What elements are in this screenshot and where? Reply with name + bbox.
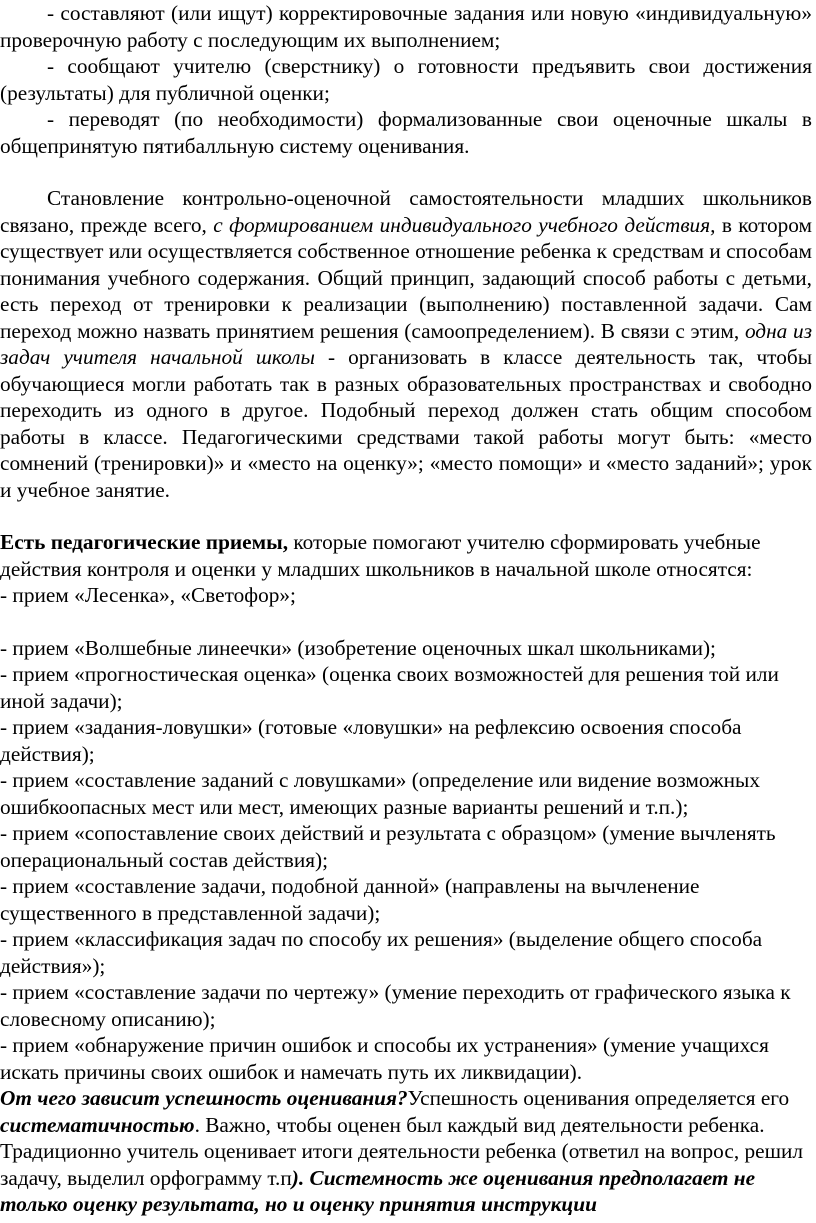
paragraph-gap <box>0 159 812 185</box>
intro-list-item: - составляют (или ищут) корректировочные задания или новую «индивидуальную» проверочную работу с последующим их выполнением; <box>0 1 812 52</box>
technique-item: - прием «классификация задач по способу их решения» (выделение общего способа действия»); <box>0 927 763 978</box>
techniques-lead-rest: которые помогают учителю сформировать учебные действия контроля и оценки у младших школьников в начальной школе относятся: <box>0 530 761 581</box>
intro-list-item: - сообщают учителю (сверстнику) о готовности предъявить свои достижения (результаты) для публичной оценки; <box>0 54 812 105</box>
technique-item: - прием «составление задачи, подобной данной» (направлены на вычленение существенного в представленной задачи); <box>0 874 700 925</box>
paragraph2-text-2: в котором существует или осуществляется собственное отношение ребенка к средствам и способам понимания учебного содержания. Общий принцип, задающий способ работы с детьми, есть переход от тренировки к реализации (выполнению) поставленной задачи. Сам переход можно назвать принятием решения (самоопределением). В связи с этим, <box>0 212 812 343</box>
final-emphasis-2: ). Системность же оценивания предполагает не только оценку результата, но и оценку принятия инструкции <box>0 1165 756 1216</box>
final-text-2: . Важно, чтобы оценен был каждый вид деятельности ребенка. Традиционно учитель оценивает итоги деятельности ребенка (ответил на вопрос, решил задачу, выделил орфограмму т.п <box>0 1112 803 1190</box>
techniques-bold-lead: Есть педагогические приемы, <box>0 530 289 554</box>
paragraph-gap <box>0 609 812 635</box>
technique-item: - прием «задания-ловушки» (готовые «ловушки» на рефлексию освоения способа действия); <box>0 715 742 766</box>
paragraph2-text-1: Становление контрольно-оценочной самостоятельности младших школьников связано, прежде всего, <box>0 186 812 237</box>
technique-item: - прием «Лесенка», «Светофор»; <box>0 583 296 607</box>
technique-item: - прием «сопоставление своих действий и результата с образцом» (умение вычленять операциональный состав действия); <box>0 821 776 872</box>
paragraph2-text-3: - организовать в классе деятельность так, чтобы обучающиеся могли работать так в разных образовательных пространствах и свободно переходить из одного в другое. Подобный переход должен стать общим способом работы в классе. Педагогическими средствами такой работы могут быть: «место сомнений (тренировки)» и «место на оценку»; «место помощи» и «место заданий»; урок и учебное занятие. <box>0 345 812 502</box>
technique-item: - прием «прогностическая оценка» (оценка своих возможностей для решения той или иной задачи); <box>0 662 779 713</box>
technique-item: - прием «обнаружение причин ошибок и способы их устранения» (умение учащихся искать причины своих ошибок и намечать путь их ликвидации). <box>0 1033 769 1084</box>
paragraph-gap <box>0 503 812 529</box>
intro-list-item: - переводят (по необходимости) формализованные свои оценочные шкалы в общепринятую пятибалльную систему оценивания. <box>0 107 812 158</box>
final-paragraph <box>0 1085 812 1218</box>
technique-item: - прием «составление заданий с ловушками» (определение или видение возможных ошибкоопасных мест или мест, имеющих разные варианты решений и т.п.); <box>0 768 761 819</box>
paragraph2-italic-1: с формированием индивидуального учебного действия, <box>213 212 716 237</box>
technique-item: - прием «Волшебные линеечки» (изобретение оценочных шкал школьниками); <box>0 635 716 660</box>
final-question: От чего зависит успешность оценивания? <box>0 1086 408 1110</box>
final-text-1: Успешность оценивания определяется его <box>407 1086 790 1110</box>
techniques-intro <box>0 529 812 582</box>
technique-item: - прием «составление задачи по чертежу» (умение переходить от графического языка к словесному описанию); <box>0 980 791 1031</box>
paragraph2-italic-2: одна из задач учителя начальной школы <box>0 318 813 369</box>
final-emphasis-1: систематичностью <box>0 1112 195 1137</box>
paragraph-self-assessment <box>0 185 812 503</box>
